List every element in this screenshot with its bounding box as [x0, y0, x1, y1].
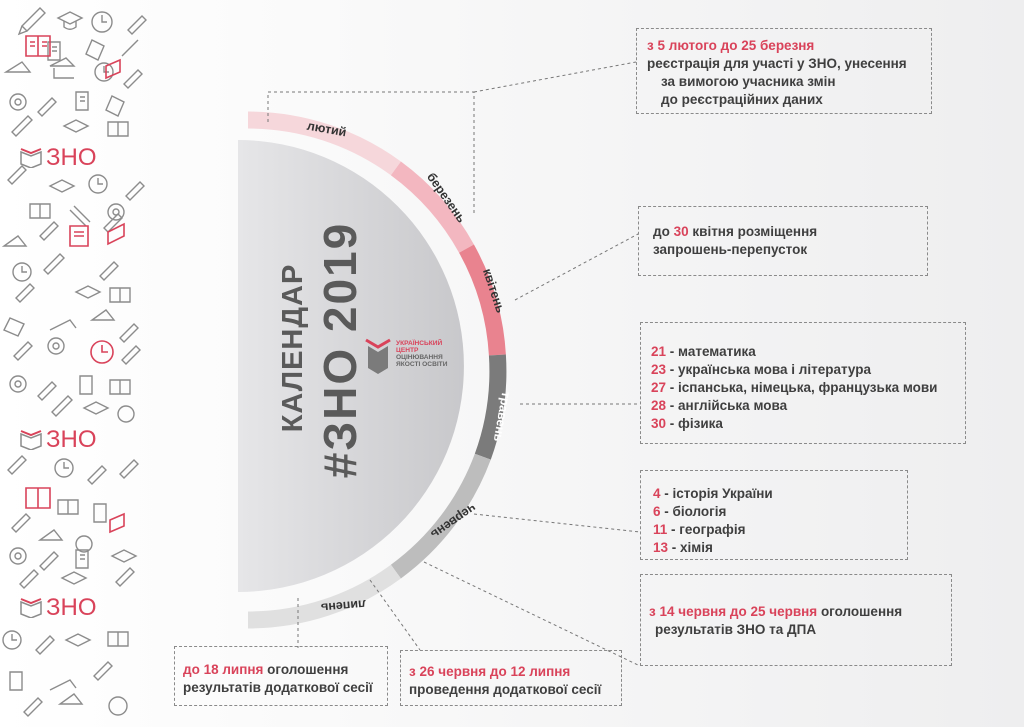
passes-date: 30 [673, 224, 689, 239]
box-extra-session [400, 650, 622, 706]
exam-row [653, 485, 907, 503]
box-june-exams [640, 470, 908, 560]
calendar-title-hashtag: #ЗНО 2019 [314, 221, 366, 479]
box-may-exams [640, 322, 966, 444]
zno-logo-text: ЗНО [46, 594, 97, 621]
registration-date-line [647, 37, 931, 55]
exam-day: 23 [651, 362, 667, 377]
exam-day: 4 [653, 486, 661, 501]
month-label-june: червень [428, 500, 479, 542]
exam-day: 28 [651, 398, 667, 413]
extra-results-line1 [183, 661, 387, 679]
exam-row [651, 361, 965, 379]
exam-subject: - математика [669, 344, 756, 359]
exam-day: 11 [653, 522, 668, 537]
registration-line3: до реєстраційних даних [661, 92, 823, 107]
exam-subject: - хімія [671, 540, 713, 555]
registration-date-range: 5 лютого до 25 березня [657, 38, 815, 53]
results-date-range: з 14 червня до 25 червня [649, 604, 818, 619]
exam-row [651, 415, 965, 433]
box-passes [638, 206, 928, 276]
zno-logo-text: ЗНО [46, 144, 97, 171]
exam-subject: - іспанська, німецька, французька мови [669, 380, 938, 395]
box-results [640, 574, 952, 666]
exam-row [651, 343, 965, 361]
passes-line1-rest: квітня розміщення [692, 224, 818, 239]
exam-subject: - українська мова і література [669, 362, 872, 377]
extra-session-date-range: з 26 червня до 12 липня [409, 664, 571, 679]
exam-subject: - географія [671, 522, 746, 537]
month-label-july: липень [320, 597, 367, 615]
exam-subject: - фізика [669, 416, 723, 431]
registration-date-prefix: з [647, 38, 654, 53]
exam-day: 21 [651, 344, 667, 359]
extra-results-date: до 18 липня [183, 662, 264, 677]
exam-subject: - історія України [664, 486, 773, 501]
box-extra-results [174, 646, 388, 706]
arc-segment-may [483, 355, 498, 457]
exam-row [651, 397, 965, 415]
month-label-february: лютий [305, 118, 348, 140]
org-name-line2: ЦЕНТР [396, 347, 419, 354]
registration-line2: за вимогою учасника змін [661, 74, 836, 89]
passes-line2: запрошень-перепусток [653, 242, 808, 257]
exam-row [653, 521, 907, 539]
extra-results-line1-rest: оголошення [267, 662, 349, 677]
registration-line1: реєстрація для участі у ЗНО, унесення [647, 56, 907, 71]
calendar-title-word: КАЛЕНДАР [277, 263, 309, 433]
connector-extra-session [370, 580, 420, 650]
extra-session-line2: проведення додаткової сесії [409, 682, 602, 697]
org-name-line1: УКРАЇНСЬКИЙ [396, 340, 443, 347]
connector-passes [515, 234, 638, 300]
exam-row [653, 503, 907, 521]
zno-logo-text: ЗНО [46, 426, 97, 453]
exam-row [651, 379, 965, 397]
exam-day: 13 [653, 540, 669, 555]
exam-day: 27 [651, 380, 667, 395]
exam-row [653, 539, 907, 557]
results-line2: результатів ЗНО та ДПА [655, 622, 817, 637]
exam-day: 30 [651, 416, 667, 431]
month-label-march: березень [424, 170, 469, 226]
month-label-april: квітень [480, 266, 508, 315]
exam-day: 6 [653, 504, 661, 519]
connector-june [474, 514, 640, 532]
extra-results-line2: результатів додаткової сесії [183, 680, 373, 695]
exam-subject: - біологія [664, 504, 727, 519]
org-name-line3: ОЦІНЮВАННЯ [396, 354, 443, 361]
box-registration [636, 28, 932, 114]
passes-line1 [653, 223, 927, 241]
passes-prefix: до [653, 224, 670, 239]
results-line1 [649, 603, 951, 621]
exam-subject: - англійська мова [669, 398, 788, 413]
org-name-line4: ЯКОСТІ ОСВІТИ [396, 361, 448, 368]
month-label-may: травень [490, 390, 514, 443]
results-line1-rest: оголошення [820, 604, 903, 619]
